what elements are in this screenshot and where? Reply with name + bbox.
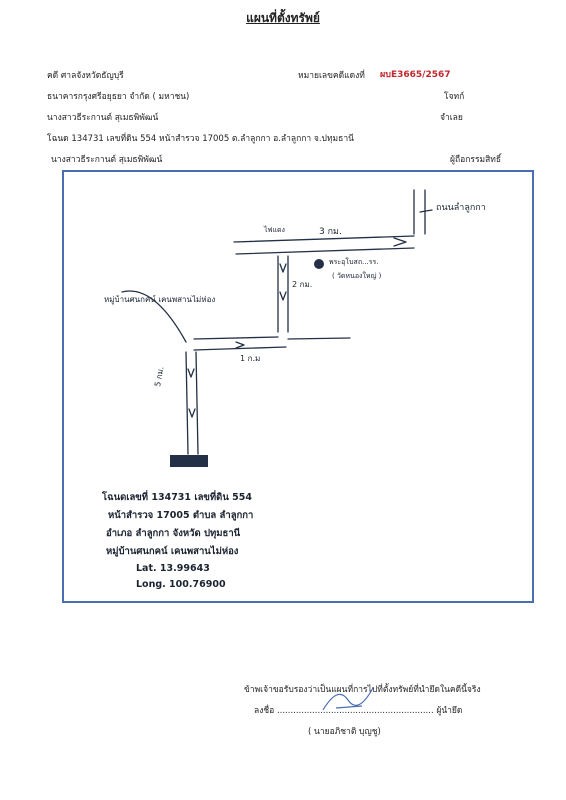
property-marker	[170, 455, 208, 467]
temple-marker	[314, 259, 324, 269]
case-number: ผบE3665/2567	[380, 70, 451, 80]
map-frame	[62, 170, 534, 603]
sign-prefix: ลงชื่อ	[254, 706, 275, 716]
distance-mid: 2 กม.	[292, 280, 313, 289]
owner-name: นางสาวธีระกานต์ สุเมธพิพัฒน์	[51, 155, 163, 165]
hand-drawn-map	[64, 172, 531, 600]
lower-road	[194, 337, 350, 350]
defendant-role: จำเลย	[440, 113, 463, 123]
signal-label: ไฟแดง	[264, 226, 285, 234]
distance-low: 1 ก.ม	[240, 354, 261, 363]
top-road	[234, 236, 414, 254]
access-road	[186, 352, 198, 454]
middle-road	[278, 256, 288, 332]
caption-line-3: อำเภอ ลำลูกกา จังหวัด ปทุมธานี	[106, 528, 241, 539]
plaintiff-role: โจทก์	[444, 92, 465, 102]
caption-line-4: หมู่บ้านศนกคน์ เคนพสานไม่ห่อง	[106, 546, 239, 557]
village-label: หมู่บ้านศนกคน์ เคนพสานไม่ห่อง	[104, 295, 216, 304]
caption-line-1: โฉนดเลขที่ 134731 เลขที่ดิน 554	[102, 492, 252, 503]
court-name: คดี ศาลจังหวัดธัญบุรี	[47, 71, 124, 81]
distance-side: 5 กม.	[153, 365, 166, 388]
landmark-line-2: ( วัดหนองใหญ่ )	[332, 272, 382, 280]
deed-details: โฉนด 134731 เลขที่ดิน 554 หน้าสำรวจ 17005 ต.ลำลูกกา อ.ลำลูกกา จ.ปทุมธานี	[47, 134, 354, 144]
map-caption	[101, 489, 253, 590]
defendant-name: นางสาวธีระกานต์ สุเมธพิพัฒน์	[47, 113, 159, 123]
sign-role: ผู้นำยึด	[436, 706, 463, 716]
signature-dots: ..........................................................	[276, 706, 434, 716]
handwritten-signature	[318, 680, 378, 718]
caption-long: Long. 100.76900	[136, 579, 226, 590]
page-title: แผนที่ตั้งทรัพย์	[246, 11, 320, 25]
signer-name: ( นายอภิชาติ บุญชู)	[308, 727, 381, 737]
road-label: ถนนลำลูกกา	[436, 203, 486, 213]
case-number-label: หมายเลขคดีแดงที่	[298, 71, 365, 81]
caption-line-2: หน้าสำรวจ 17005 ตำบล ลำลูกกา	[108, 510, 254, 521]
certification-statement: ข้าพเจ้าขอรับรองว่าเป็นแผนที่การไปที่ตั้งทรัพย์ที่นำยึดในคดีนี้จริง	[244, 685, 481, 695]
distance-top: 3 กม.	[319, 227, 342, 237]
landmark-line-1: พระอุโบสถ...รร.	[329, 258, 379, 266]
plaintiff-name: ธนาคารกรุงศรีอยุธยา จำกัด ( มหาชน)	[47, 92, 190, 102]
owner-role: ผู้ถือกรรมสิทธิ์	[450, 155, 502, 165]
caption-lat: Lat. 13.99643	[136, 563, 210, 574]
